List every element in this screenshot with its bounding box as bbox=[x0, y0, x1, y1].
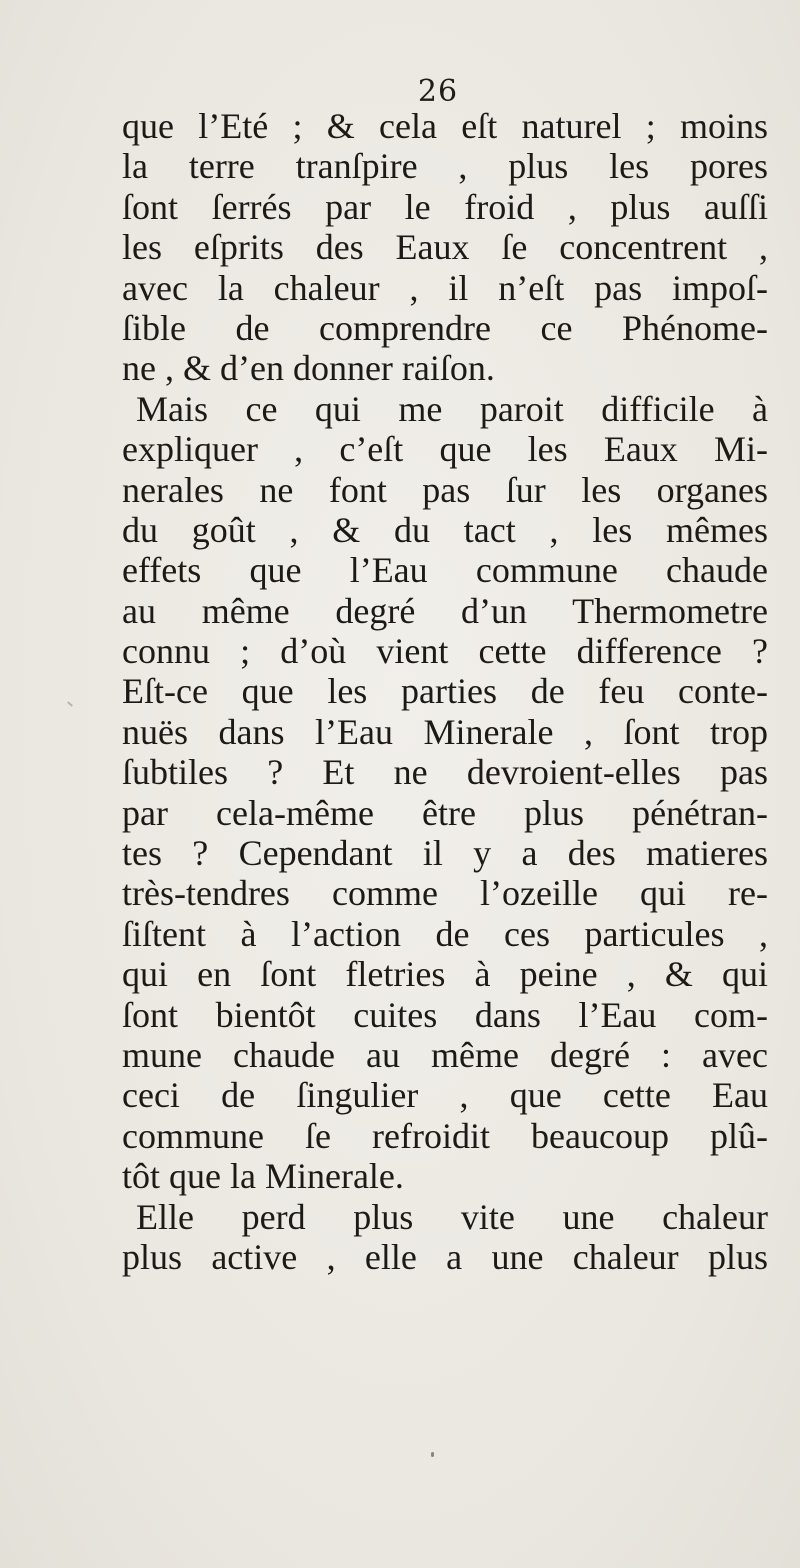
text-line: avec la chaleur , il n’eſt pas impoſ- bbox=[122, 267, 768, 308]
text-line: mune chaude au même degré : avec bbox=[122, 1034, 768, 1075]
text-line: qui en ſont fletries à peine , & qui bbox=[122, 954, 768, 995]
text-line: ſible de comprendre ce Phénome- bbox=[122, 307, 768, 348]
ink-speck bbox=[431, 1452, 434, 1457]
margin-mark bbox=[67, 701, 73, 706]
text-line: Mais ce qui me paroit difficile à bbox=[136, 388, 768, 429]
text-line: commune ſe refroidit beaucoup plû- bbox=[122, 1115, 768, 1156]
text-line: tes ? Cependant il y a des matieres bbox=[122, 833, 768, 874]
text-line: ſubtiles ? Et ne devroient-elles pas bbox=[122, 752, 768, 793]
text-line: les eſprits des Eaux ſe concentrent , bbox=[122, 227, 768, 268]
text-line: tôt que la Minerale. bbox=[122, 1156, 404, 1197]
text-line: ſiſtent à l’action de ces particules , bbox=[122, 913, 768, 954]
text-line: nerales ne font pas ſur les organes bbox=[122, 469, 768, 510]
text-line: au même degré d’un Thermometre bbox=[122, 590, 768, 631]
text-line: que l’Eté ; & cela eſt naturel ; moins bbox=[122, 106, 768, 146]
text-line: effets que l’Eau commune chaude bbox=[122, 550, 768, 591]
text-line: la terre tranſpire , plus les pores bbox=[122, 146, 768, 187]
body-text bbox=[122, 106, 768, 1277]
text-line: par cela-même être plus pénétran- bbox=[122, 792, 768, 833]
text-line: ſont ſerrés par le froid , plus auſſi bbox=[122, 186, 768, 227]
text-line: ſont bientôt cuites dans l’Eau com- bbox=[122, 994, 768, 1035]
text-line: ne , & d’en donner raiſon. bbox=[122, 348, 495, 389]
text-line: connu ; d’où vient cette difference ? bbox=[122, 631, 768, 672]
text-line: du goût , & du tact , les mêmes bbox=[122, 509, 768, 550]
text-line: très-tendres comme l’ozeille qui re- bbox=[122, 873, 768, 914]
page-number: 26 bbox=[417, 74, 459, 109]
text-line: expliquer , c’eſt que les Eaux Mi- bbox=[122, 429, 768, 470]
text-line: Elle perd plus vite une chaleur bbox=[136, 1196, 768, 1237]
text-line: nuës dans l’Eau Minerale , ſont trop bbox=[122, 711, 768, 752]
text-line: ceci de ſingulier , que cette Eau bbox=[122, 1075, 768, 1116]
text-line: plus active , elle a une chaleur plus bbox=[122, 1236, 768, 1277]
text-line: Eſt-ce que les parties de feu conte- bbox=[122, 671, 768, 712]
